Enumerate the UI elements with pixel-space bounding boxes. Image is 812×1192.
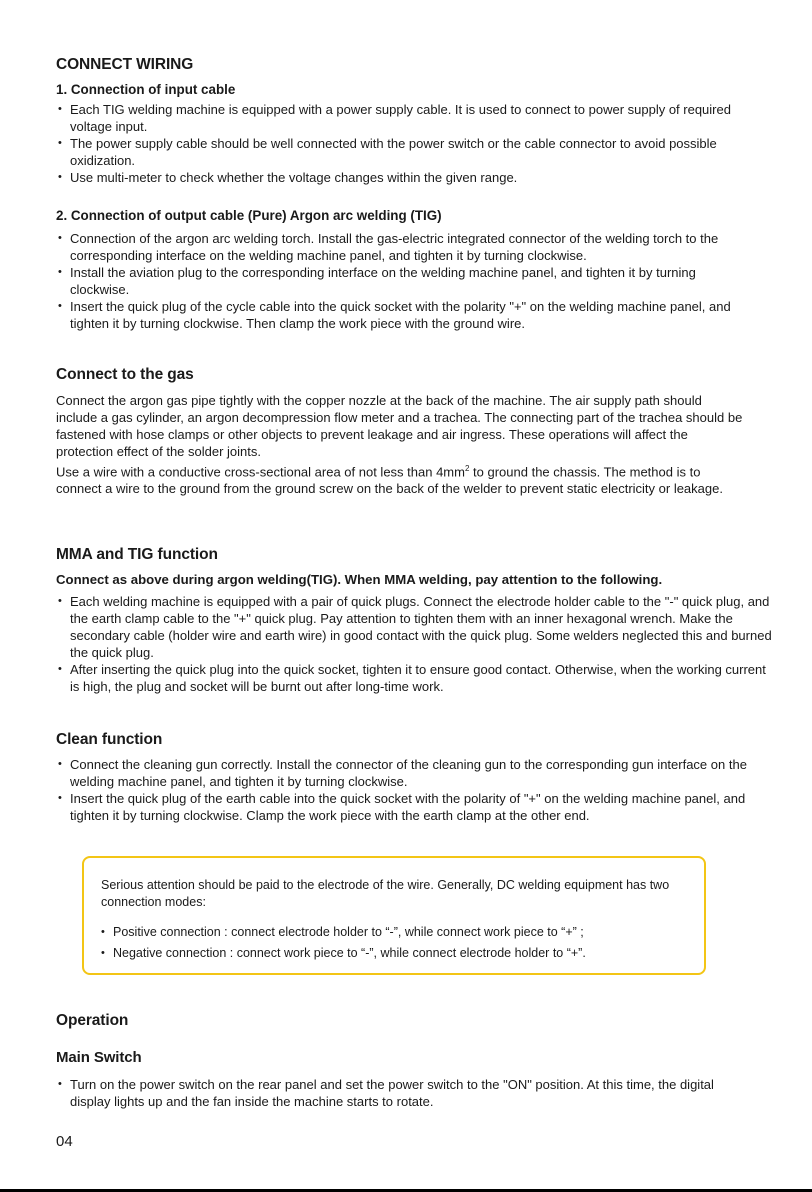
notice-intro: Serious attention should be paid to the electrode of the wire. Generally, DC welding equipment has two connection modes:: [101, 878, 670, 909]
mma-list: [56, 593, 776, 695]
list-item: • Insert the quick plug of the earth cable into the quick socket with the polarity of "+" on the welding machine panel, and tighten it by turning clockwise. Clamp the work piece with the earth clamp at the other end.: [56, 790, 756, 824]
gas-paragraph: [56, 392, 746, 497]
gas-paragraph-1: Connect the argon gas pipe tightly with the copper nozzle at the back of the machine. The air supply path should include a gas cylinder, an argon decompression flow meter and a trachea. The connecting part of the trachea should be fastened with hose clamps or other objects to prevent leakage and air ingress. These operations will affect the protection effect of the solder joints.: [56, 393, 743, 459]
input-cable-list: [56, 101, 746, 186]
section-title-connect-wiring: CONNECT WIRING: [56, 56, 194, 73]
list-item: • Turn on the power switch on the rear panel and set the power switch to the "ON" position. At this time, the digital display lights up and the fan inside the machine starts to rotate.: [56, 1076, 736, 1110]
gas-paragraph-2: Use a wire with a conductive cross-sectional area of not less than $4mm^2$ to ground the chassis. The method is to connect a wire to the ground from the ground screw on the back of the welder to prevent static electricity or leakage.: [56, 464, 723, 497]
section-title-operation: Operation: [56, 1012, 129, 1029]
mma-subheading: Connect as above during argon welding(TIG). When MMA welding, pay attention to the following.: [56, 572, 663, 587]
list-item: • Connection of the argon arc welding torch. Install the gas-electric integrated connector of the welding torch to the corresponding interface on the welding machine panel, and tighten it by turning clockwise.: [56, 230, 736, 264]
main-switch-list: [56, 1076, 736, 1110]
list-item: • Each welding machine is equipped with a pair of quick plugs. Connect the electrode holder cable to the "-" quick plug, and the earth clamp cable to the "+" quick plug. Pay attention to tighten them with an inner hexagonal wrench. Make the secondary cable (holder wire and earth wire) in good contact with the quick plug. Some welders neglected this and burned the quick plug.: [56, 593, 776, 661]
heading-main-switch: Main Switch: [56, 1049, 142, 1066]
list-item: • After inserting the quick plug into the quick socket, tighten it to ensure good contact. Otherwise, when the working current is high, the plug and socket will be burnt out after long-time work.: [56, 661, 776, 695]
clean-list: [56, 756, 756, 824]
list-item: • Connect the cleaning gun correctly. Install the connector of the cleaning gun to the corresponding gun interface on the welding machine panel, and tighten it by turning clockwise.: [56, 756, 756, 790]
notice-negative: • Negative connection : connect work piece to “-”, while connect electrode holder to “+”.: [99, 943, 586, 964]
notice-positive: • Positive connection : connect electrode holder to “-”, while connect work piece to “+” ;: [99, 922, 586, 943]
section-title-gas: Connect to the gas: [56, 366, 194, 383]
list-item: • Install the aviation plug to the corresponding interface on the welding machine panel, and tighten it by turning clockwise.: [56, 264, 736, 298]
notice-box: [82, 856, 706, 975]
heading-input-cable: 1. Connection of input cable: [56, 82, 236, 97]
list-item: • The power supply cable should be well connected with the power switch or the cable connector to avoid possible oxidization.: [56, 135, 746, 169]
page-number: 04: [56, 1133, 73, 1150]
list-item: • Each TIG welding machine is equipped with a power supply cable. It is used to connect to power supply of required voltage input.: [56, 101, 746, 135]
section-title-clean: Clean function: [56, 731, 163, 748]
output-cable-list: [56, 230, 736, 332]
section-title-mma-tig: MMA and TIG function: [56, 546, 218, 563]
notice-list: [99, 922, 586, 964]
list-item: • Insert the quick plug of the cycle cable into the quick socket with the polarity "+" on the welding machine panel, and tighten it by turning clockwise. Then clamp the work piece with the ground wire.: [56, 298, 736, 332]
heading-output-cable: 2. Connection of output cable (Pure) Argon arc welding (TIG): [56, 208, 442, 223]
list-item: • Use multi-meter to check whether the voltage changes within the given range.: [56, 169, 746, 186]
